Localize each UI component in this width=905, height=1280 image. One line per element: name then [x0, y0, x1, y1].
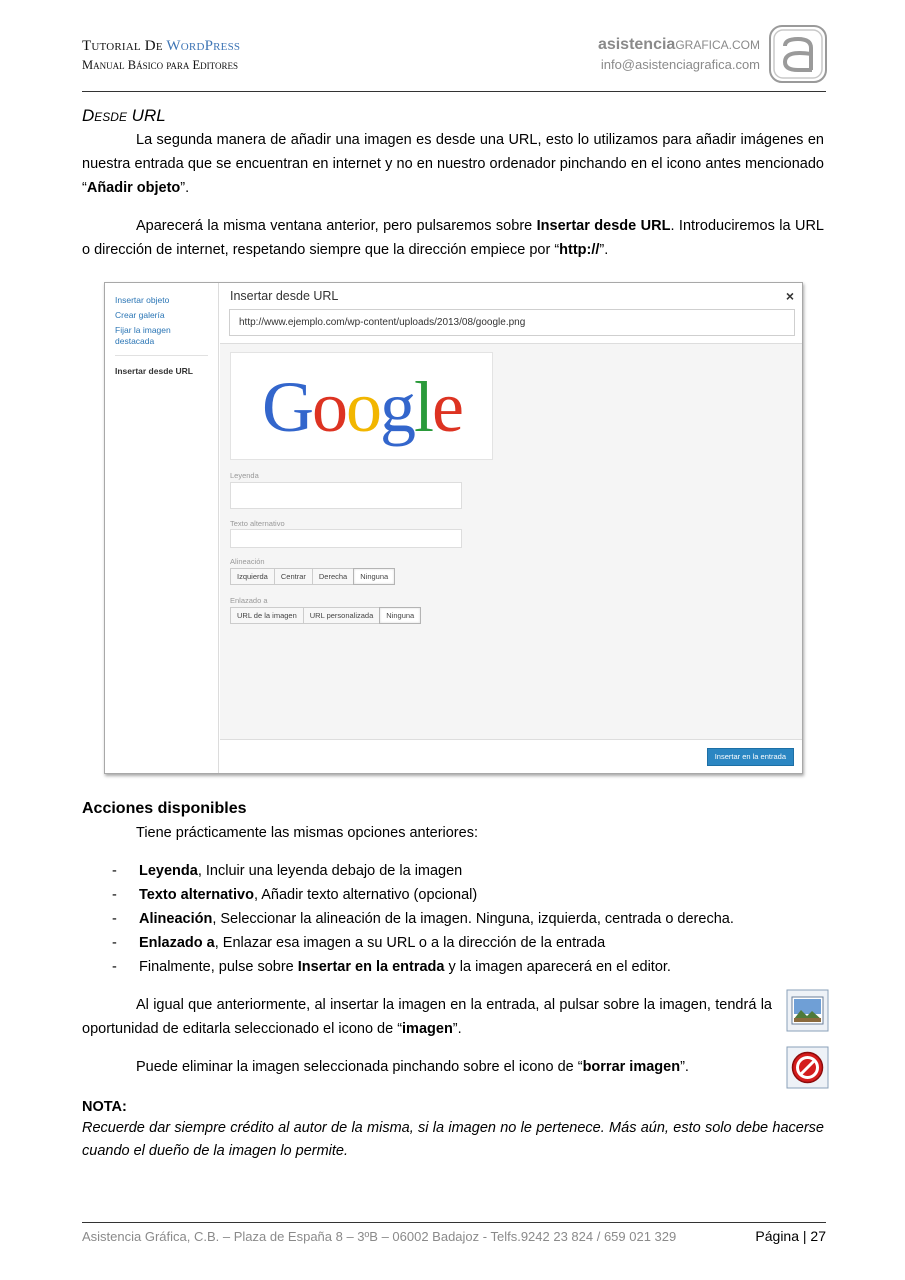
- sidebar-item-insert-from-url[interactable]: Insertar desde URL: [115, 366, 193, 376]
- delete-text-c: ”.: [680, 1059, 689, 1075]
- list-dash: -: [112, 887, 117, 903]
- header-left: [82, 38, 240, 73]
- list-item-text: y la imagen aparecerá en el editor.: [444, 959, 671, 975]
- header-divider: [82, 91, 826, 92]
- edit-text-c: ”.: [452, 1021, 462, 1037]
- p2-text-c: . Introduciremos la URL o dirección de internet, respetando siempre que la dirección empiece por “: [82, 218, 825, 258]
- brand-name: [598, 36, 760, 54]
- p1-text-c: ”.: [180, 180, 190, 196]
- list-dash: -: [112, 935, 117, 951]
- footer-page-number: Página | 27: [755, 1228, 826, 1244]
- list-dash: -: [112, 959, 117, 975]
- paragraph-1: [82, 128, 824, 200]
- p2-text-e: ”.: [599, 242, 609, 258]
- note-text: Recuerde dar siempre crédito al autor de la misma, si la imagen no le pertenece. Más aún, esto solo debe hacerse cuando el dueño de la imagen lo permite.: [82, 1120, 824, 1159]
- brand-small: GRAFICA.COM: [675, 38, 760, 52]
- list-dash: -: [112, 863, 117, 879]
- dialog-title: Insertar desde URL: [230, 289, 339, 303]
- list-item: [82, 859, 824, 883]
- align-right-button[interactable]: Derecha: [312, 568, 354, 585]
- header-right: [598, 36, 760, 72]
- insert-into-post-button[interactable]: Insertar en la entrada: [707, 748, 794, 766]
- delete-paragraph: [82, 1055, 824, 1079]
- list-item-text: , Añadir texto alternativo (opcional): [253, 887, 478, 903]
- list-item-bold: Texto alternativo: [139, 887, 254, 903]
- list-item-text: , Seleccionar la alineación de la imagen. Ninguna, izquierda, centrada o derecha.: [212, 911, 734, 927]
- link-custom-url-button[interactable]: URL personalizada: [303, 607, 381, 624]
- header-title-text: Tutorial De: [82, 38, 167, 54]
- align-left-button[interactable]: Izquierda: [230, 568, 275, 585]
- list-item-text: , Enlazar esa imagen a su URL o a la dirección de la entrada: [214, 935, 606, 951]
- google-logo-letter: e: [432, 367, 462, 447]
- dialog-body: [220, 343, 802, 739]
- dialog-footer: [220, 739, 802, 773]
- brand-bold: asistencia: [597, 36, 676, 53]
- alignment-label: Alineación: [230, 557, 265, 566]
- edit-paragraph: [82, 993, 772, 1041]
- wordpress-media-dialog: [104, 282, 803, 774]
- list-item-bold: Enlazado a: [139, 935, 215, 951]
- google-logo-letter: l: [414, 367, 433, 447]
- close-icon[interactable]: ×: [785, 288, 794, 304]
- list-item-bold: Alineación: [139, 911, 213, 927]
- actions-title: Acciones disponibles: [82, 800, 247, 817]
- footer-address: Asistencia Gráfica, C.B. – Plaza de España 8 – 3ºB – 06002 Badajoz - Telfs.9242 23 824 / 659 021 329: [82, 1229, 677, 1244]
- sidebar-item-insert-object[interactable]: Insertar objeto: [115, 295, 170, 305]
- header-subtitle: Manual Básico para Editores: [82, 58, 238, 72]
- sidebar-item-create-gallery[interactable]: Crear galería: [115, 310, 165, 320]
- list-item-bold: Insertar en la entrada: [297, 959, 445, 975]
- alignment-button-group: [230, 568, 394, 585]
- list-item-text: , Incluir una leyenda debajo de la imagen: [197, 863, 463, 879]
- list-item: [82, 955, 824, 979]
- p2-bold-1: Insertar desde URL: [536, 218, 671, 234]
- note-title: NOTA:: [82, 1099, 127, 1115]
- caption-label: Leyenda: [230, 471, 259, 480]
- google-logo-letter: g: [380, 367, 415, 447]
- section-title-text: Desde URL: [82, 106, 166, 125]
- p2-bold-2: http://: [559, 242, 600, 258]
- brand-logo-icon: [768, 24, 828, 84]
- google-logo-letter: o: [312, 367, 347, 447]
- media-sidebar: [105, 283, 219, 773]
- link-none-button[interactable]: Ninguna: [379, 607, 421, 624]
- google-logo-text: [262, 367, 462, 447]
- section-block: [82, 104, 824, 262]
- google-logo-letter: o: [346, 367, 381, 447]
- edit-text-a: Al igual que anteriormente, al insertar la imagen en la entrada, al pulsar sobre la imagen, tendrá la oportunidad de editarla seleccionado el icono de “: [82, 997, 772, 1037]
- align-none-button[interactable]: Ninguna: [353, 568, 395, 585]
- sidebar-divider: [115, 355, 208, 356]
- header-title: [82, 38, 240, 55]
- delete-bold: borrar imagen: [582, 1059, 681, 1075]
- list-item-text: Finalmente, pulse sobre: [139, 959, 298, 975]
- alt-text-label: Texto alternativo: [230, 519, 285, 528]
- link-to-label: Enlazado a: [230, 596, 268, 605]
- footer-divider: [82, 1222, 826, 1223]
- google-logo-letter: G: [262, 367, 313, 447]
- list-item: [82, 907, 824, 931]
- delete-image-icon: [786, 1046, 829, 1089]
- list-item: [82, 931, 824, 955]
- header-title-wordpress: WordPress: [166, 38, 241, 54]
- p1-bold: Añadir objeto: [86, 180, 181, 196]
- alt-text-input[interactable]: [230, 529, 462, 548]
- actions-list: [82, 859, 824, 979]
- section-title: [82, 104, 824, 128]
- edit-bold: imagen: [402, 1021, 453, 1037]
- media-main: [220, 283, 802, 773]
- url-input[interactable]: http://www.ejemplo.com/wp-content/uploads/2013/08/google.png: [229, 309, 795, 336]
- list-dash: -: [112, 911, 117, 927]
- delete-text-a: Puede eliminar la imagen seleccionada pinchando sobre el icono de “: [136, 1059, 583, 1075]
- actions-intro: Tiene prácticamente las mismas opciones anteriores:: [136, 825, 478, 841]
- image-preview: [230, 352, 493, 460]
- link-image-url-button[interactable]: URL de la imagen: [230, 607, 304, 624]
- align-center-button[interactable]: Centrar: [274, 568, 313, 585]
- list-item-bold: Leyenda: [139, 863, 198, 879]
- edit-image-icon: [786, 989, 829, 1032]
- list-item: [82, 883, 824, 907]
- brand-email: info@asistenciagrafica.com: [600, 57, 760, 72]
- sidebar-item-featured-image[interactable]: Fijar la imagen destacada: [115, 325, 171, 346]
- caption-textarea[interactable]: [230, 482, 462, 509]
- paragraph-2: [82, 214, 824, 262]
- actions-section: [82, 797, 824, 1079]
- p1-text-a: La segunda manera de añadir una imagen es desde una URL, esto lo utilizamos para añadir imágenes en nuestra entrada que se encuentran en internet y no en nuestro ordenador pinchando en el icono antes mencionado “: [82, 132, 824, 196]
- note-section: [82, 1097, 824, 1163]
- google-logo-image: [231, 353, 494, 461]
- link-to-button-group: [230, 607, 420, 624]
- p2-text-a: Aparecerá la misma ventana anterior, pero pulsaremos sobre: [136, 218, 537, 234]
